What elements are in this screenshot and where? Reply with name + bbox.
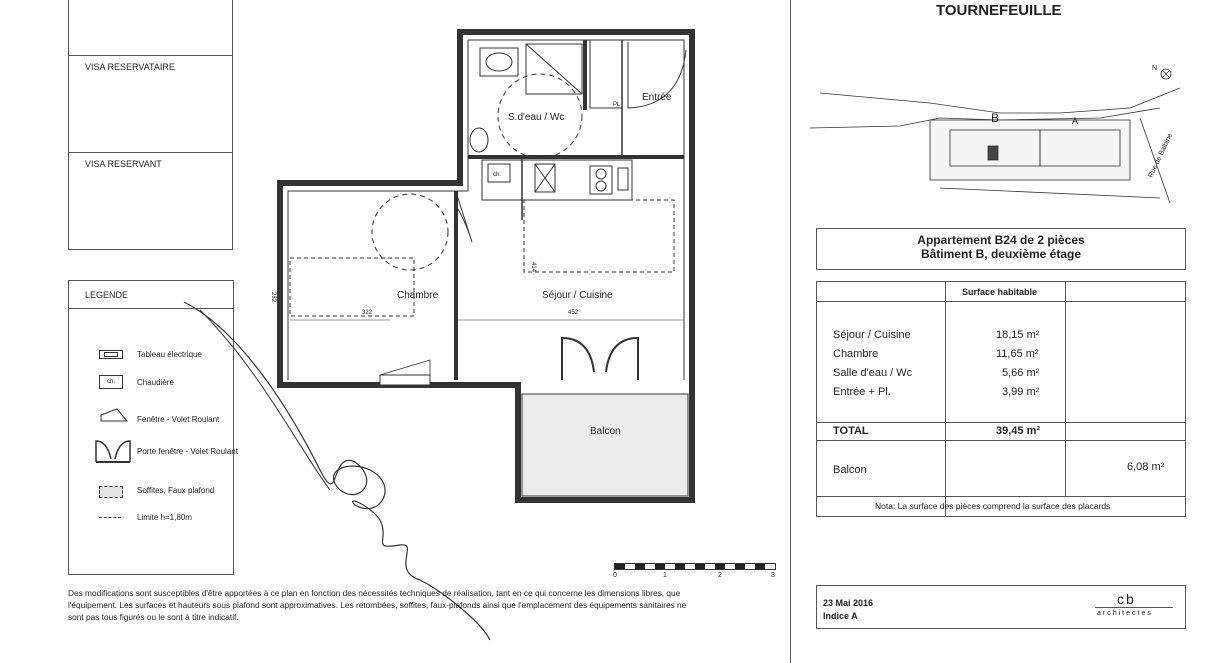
row-sejour-value: 18,15 m²	[996, 329, 1040, 341]
site-plan	[800, 58, 1190, 208]
room-entree-label: Entrée	[642, 92, 672, 103]
legend-tableau-label: Tableau électrique	[137, 350, 202, 359]
porte-fenetre-icon	[93, 437, 133, 463]
site-plan-street: Rue de Balbine	[1147, 132, 1175, 179]
table-col-divider-1	[945, 282, 946, 516]
table-header-divider	[817, 301, 1185, 302]
dim-414-label: 414	[530, 262, 536, 273]
cb-logo-sub: architectes	[1097, 610, 1153, 617]
balcon-label: Balcon	[833, 464, 867, 476]
disclaimer-line-2: l'équipement. Les surfaces et hauteurs sous plafond sont approximatives. Les retombées, soffites, faux-plafonds ainsi que l'emplacement des équipements sanitaires ne	[68, 600, 687, 610]
fenetre-icon	[99, 407, 129, 423]
legend-soffites-label: Soffites, Faux plafond	[137, 486, 215, 495]
chaudiere-symbol: ch.	[106, 379, 115, 385]
room-sejour-label: Séjour / Cuisine	[542, 290, 613, 301]
balcon-value: 6,08 m²	[1127, 461, 1165, 473]
scale-label-1: 1	[663, 572, 667, 579]
total-value: 39,45 m²	[996, 425, 1041, 437]
room-ch-label: ch.	[493, 172, 502, 178]
disclaimer-line-3: sont pas tous figurés ou le sont à titre indicatif.	[68, 612, 239, 622]
total-bottom-divider	[817, 440, 1185, 441]
chaudiere-icon	[99, 375, 123, 389]
table-col-divider-2	[1065, 282, 1066, 496]
apartment-title-line2: Bâtiment B, deuxième étage	[920, 247, 1082, 261]
left-frame-line	[68, 0, 69, 250]
disclaimer-line-1: Des modifications sont susceptibles d'être apportées à ce plan en fonction des nécessités techniques de réalisation, tant en ce qui concerne les dimensions libres, que	[68, 588, 681, 598]
legend-title: LEGENDE	[85, 290, 129, 300]
footer-indice: Indice A	[823, 611, 858, 621]
total-top-divider	[817, 422, 1185, 423]
tableau-electrique-icon	[99, 350, 123, 359]
surface-header: Surface habitable	[962, 287, 1038, 297]
surface-table	[816, 281, 1186, 517]
site-plan-north: N	[1152, 65, 1158, 72]
dim-322-label: 322	[362, 310, 373, 316]
cb-logo: cb	[1117, 591, 1136, 607]
legend-porte-fenetre-label: Porte fenêtre - Volet Roulant	[137, 447, 238, 456]
scale-label-2: 2	[718, 572, 722, 579]
room-sdeau-label: S.d'eau / Wc	[508, 112, 565, 123]
legend-fenetre-label: Fenêtre - Volet Roulant	[137, 415, 220, 424]
row-entree-value: 3,99 m²	[1002, 386, 1040, 398]
visa-middle-divider	[68, 152, 233, 153]
table-note: Nota: La surface des pièces comprend la surface des placards	[875, 501, 1111, 511]
city-title: TOURNEFEUILLE	[936, 2, 1062, 19]
row-chambre-value: 11,65 m²	[996, 348, 1039, 360]
room-pl-label: PL	[613, 102, 621, 108]
room-balcon-label: Balcon	[590, 426, 621, 437]
footer-box	[816, 585, 1186, 629]
total-label: TOTAL	[833, 425, 869, 437]
center-frame-line	[790, 0, 791, 663]
scale-bar	[614, 563, 776, 570]
visa-top-divider	[68, 55, 233, 56]
visa-reservant-label: VISA RESERVANT	[85, 159, 162, 169]
left-frame-line-2	[232, 0, 233, 250]
note-divider	[817, 496, 1185, 497]
room-chambre-label: Chambre	[397, 290, 439, 301]
dim-282-label: 282	[270, 292, 276, 303]
row-entree-label: Entrée + Pl.	[833, 386, 891, 398]
site-plan-label-b: B	[991, 111, 1000, 125]
dim-452-label: 452	[568, 310, 579, 316]
visa-bottom-divider	[68, 249, 233, 250]
row-chambre-label: Chambre	[833, 348, 879, 360]
logo-underline	[1095, 607, 1173, 608]
apartment-title-box	[816, 228, 1186, 270]
scale-label-0: 0	[613, 572, 617, 579]
row-sejour-label: Séjour / Cuisine	[833, 329, 911, 341]
visa-reservataire-label: VISA RESERVATAIRE	[85, 62, 175, 72]
row-sdeau-label: Salle d'eau / Wc	[833, 367, 913, 379]
apartment-title-line1: Appartement B24 de 2 pièces	[917, 233, 1085, 247]
limite-dash-icon	[99, 517, 121, 518]
scale-label-3: 3	[771, 572, 775, 579]
site-plan-label-a: A	[1072, 116, 1079, 126]
legend-limite-label: Limite h=1,80m	[137, 513, 192, 522]
legend-chaudiere-label: Chaudière	[137, 378, 174, 387]
footer-date: 23 Mai 2016	[823, 598, 874, 608]
soffites-icon	[99, 486, 123, 498]
row-sdeau-value: 5,66 m²	[1002, 367, 1040, 379]
